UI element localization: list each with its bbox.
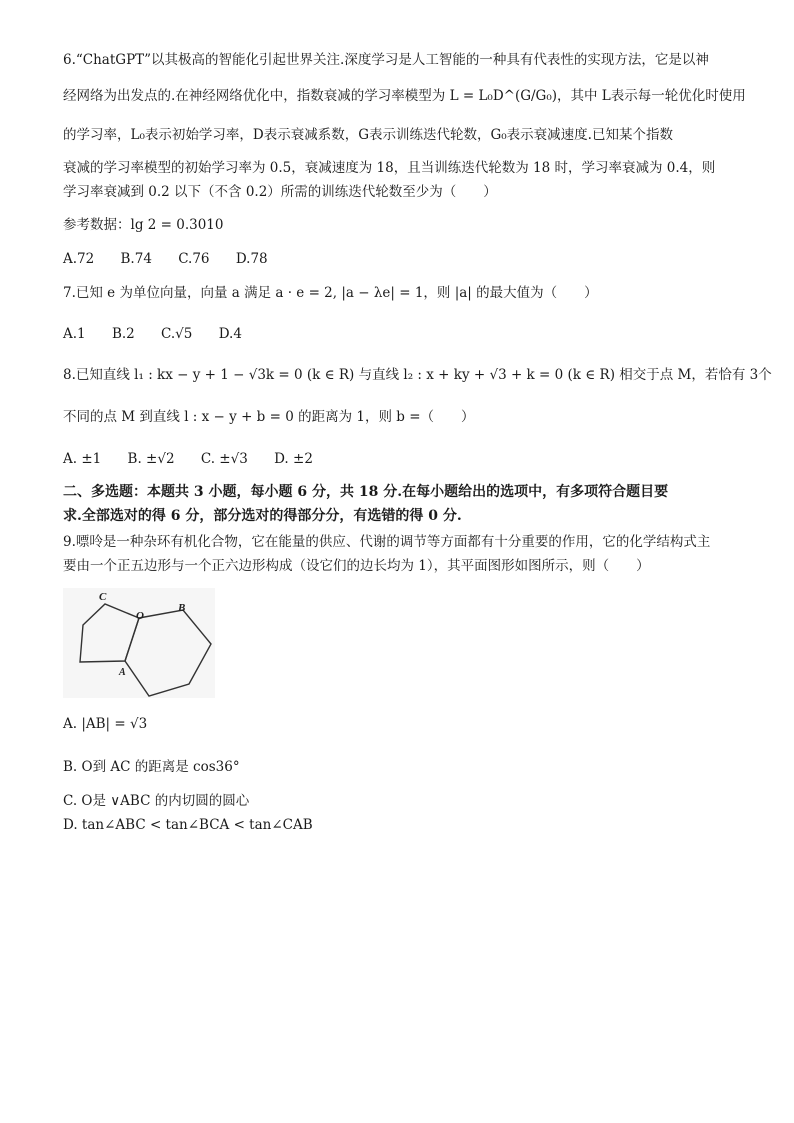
q6-options [63,249,268,269]
q8-line-2: 不同的点 M 到直线 l : x − y + b = 0 的距离为 1，则 b =（ ） [63,409,475,425]
q8-line-1: 8.已知直线 l₁ : kx − y + 1 − √3k = 0 (k ∈ R) 与直线 l₂ : x + ky + √3 + k = 0 (k ∈ R) 相交于点 M，若恰有 3个 [63,367,772,383]
q7-options [63,324,242,344]
q7-option-b: B.2 [111,326,135,342]
purine-figure [63,588,215,698]
q9-option-a: A. |AB| = √3 [63,716,148,732]
q7-option-d: D.4 [218,326,242,342]
regular-hexagon [125,610,211,696]
regular-pentagon [80,604,139,662]
q8-option-d: D. ±2 [274,451,313,467]
q9-option-c: C. O是 ∨ABC 的内切圆的圆心 [63,793,250,809]
section-2-heading-line-2: 求.全部选对的得 6 分，部分选对的得部分分，有选错的得 0 分. [63,508,462,524]
q8-option-a: A. ±1 [63,451,102,467]
vertex-label-b: B [178,602,186,614]
q6-line-5: 学习率衰减到 0.2 以下（不含 0.2）所需的训练迭代轮数至少为（ ） [63,184,497,200]
q6-line-3: 的学习率，L₀表示初始学习率，D表示衰减系数，G表示训练迭代轮数，G₀表示衰减速度.已知某个指数 [63,127,673,143]
q8-option-c: C. ±√3 [200,451,248,467]
q8-option-b: B. ±√2 [127,451,175,467]
q6-line-2: 经网络为出发点的.在神经网络优化中，指数衰减的学习率模型为 L = L₀D^(G/G₀)，其中 L表示每一轮优化时使用 [63,88,746,104]
pentagon-hexagon-diagram [63,588,215,698]
q7-line-1: 7.已知 e 为单位向量，向量 a 满足 a · e = 2, |a − λe| = 1，则 |a| 的最大值为（ ） [63,285,598,301]
q6-line-4: 衰减的学习率模型的初始学习率为 0.5，衰减速度为 18，且当训练迭代轮数为 18 时，学习率衰减为 0.4，则 [63,160,716,176]
q6-option-a: A.72 [63,251,95,267]
q6-option-c: C.76 [178,251,210,267]
q9-line-1: 9.嘌呤是一种杂环有机化合物，它在能量的供应、代谢的调节等方面都有十分重要的作用，它的化学结构式主 [63,534,711,550]
section-2-heading-line-1: 二、多选题：本题共 3 小题，每小题 6 分，共 18 分.在每小题给出的选项中，有多项符合题目要 [63,484,669,500]
q9-option-d: D. tan∠ABC < tan∠BCA < tan∠CAB [63,817,313,833]
q9-line-2: 要由一个正五边形与一个正六边形构成（设它们的边长均为 1），其平面图形如图所示，则（ ） [63,558,650,574]
q8-options [63,449,313,469]
q6-line-1: 6.“ChatGPT”以其极高的智能化引起世界关注.深度学习是人工智能的一种具有代表性的实现方法，它是以神 [63,52,709,68]
q9-option-b: B. O到 AC 的距离是 cos36° [63,759,240,775]
q6-reference-data: 参考数据：lg 2 = 0.3010 [63,217,224,233]
q7-option-a: A.1 [63,326,86,342]
q7-option-c: C.√5 [161,326,193,342]
q6-option-b: B.74 [120,251,152,267]
vertex-label-o: O [136,610,144,622]
q6-option-d: D.78 [235,251,268,267]
vertex-label-c: C [99,591,107,603]
vertex-label-a: A [119,667,126,678]
